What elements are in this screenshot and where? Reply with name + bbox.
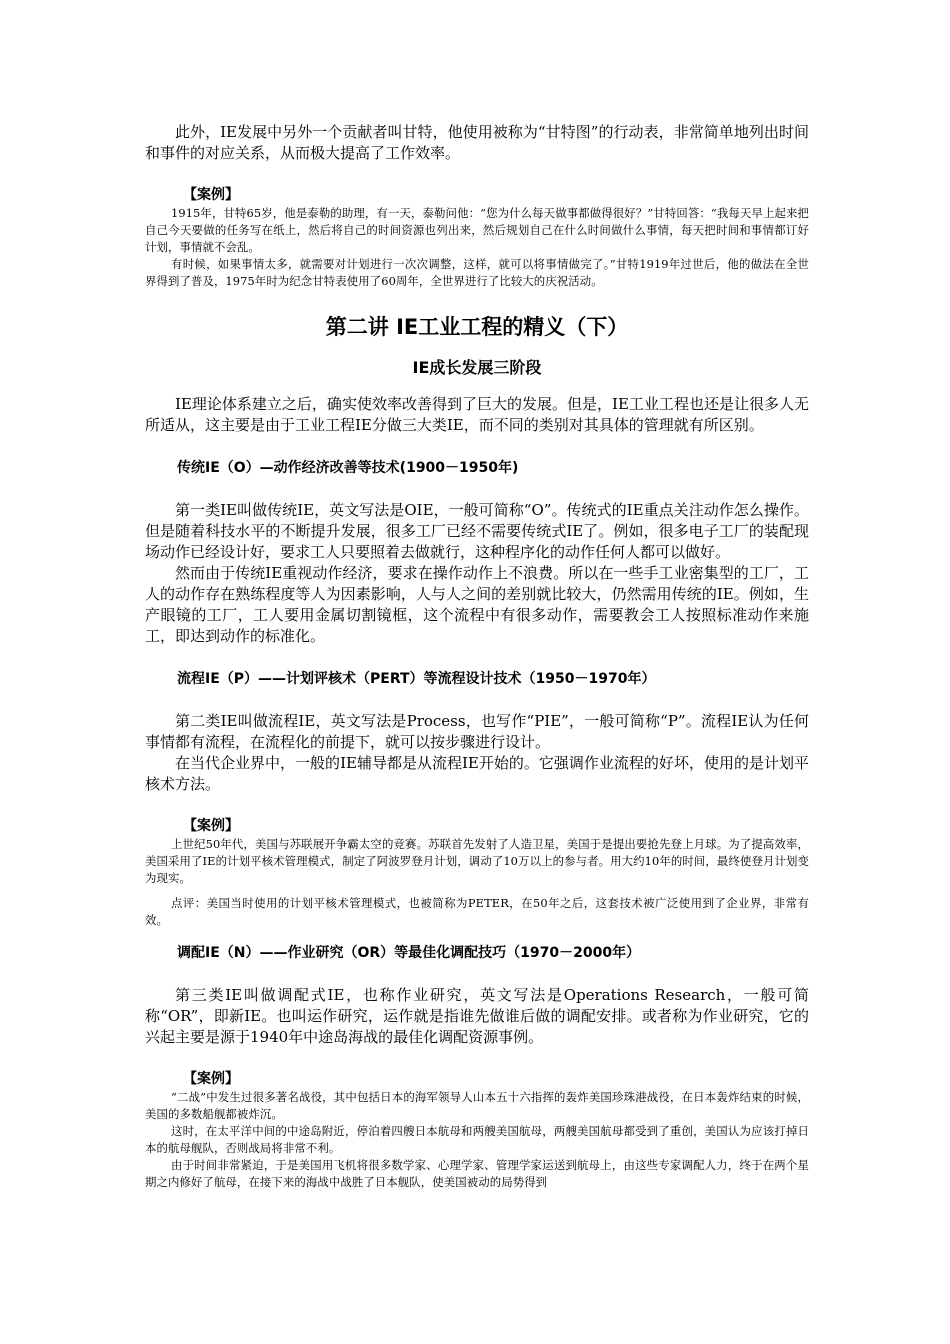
body-paragraph: 第二类IE叫做流程IE，英文写法是Process，也写作“PIE”，一般可简称“P”。流程IE认为任何事情都有流程，在流程化的前提下，就可以按步骤进行设计。 bbox=[145, 712, 809, 751]
body-paragraph: 第三类IE叫做调配式IE，也称作业研究，英文写法是Operations Research，一般可简称“OR”，即新IE。也叫运作研究，运作就是指谁先做谁后做的调配安排。或者称为作业研究，它的兴起主要是源于1940年中途岛海战的最佳化调配资源事例。 bbox=[145, 986, 809, 1046]
case-label: 【案例】 bbox=[183, 187, 239, 203]
page-content bbox=[145, 122, 809, 1191]
case-block-midway bbox=[145, 1070, 809, 1191]
case-label: 【案例】 bbox=[183, 1071, 239, 1087]
case-paragraph: 上世纪50年代，美国与苏联展开争霸太空的竞赛。苏联首先发射了人造卫星，美国于是提出要抢先登上月球。为了提高效率，美国采用了IE的计划平核术管理模式，制定了阿波罗登月计划，调动了10万以上的参与者。用大约10年的时间，最终使登月计划变为现实。 bbox=[145, 837, 809, 885]
lecture-intro-paragraph: IE理论体系建立之后，确实使效率改善得到了巨大的发展。但是，IE工业工程也还是让很多人无所适从，这主要是由于工业工程IE分做三大类IE，而不同的类别对其具体的管理就有所区别。 bbox=[145, 395, 809, 434]
case-paragraph: 1915年，甘特65岁，他是泰勒的助理，有一天，泰勒问他：“您为什么每天做事都做得很好？”甘特回答：“我每天早上起来把自己今天要做的任务写在纸上，然后将自己的时间资源也列出来，然后规划自己在什么时间做什么事情，每天把时间和事情都订好计划，事情就不会乱。 bbox=[145, 206, 809, 254]
case-paragraph: 有时候，如果事情太多，就需要对计划进行一次次调整，这样，就可以将事情做完了。”甘特1919年过世后，他的做法在全世界得到了普及，1975年时为纪念甘特表使用了60周年，全世界进行了比较大的庆祝活动。 bbox=[145, 257, 809, 288]
case-block-gantt bbox=[145, 186, 809, 290]
case-label: 【案例】 bbox=[183, 818, 239, 834]
section-heading-traditional-ie: 传统IE（O）—动作经济改善等技术(1900－1950年) bbox=[177, 460, 519, 476]
case-paragraph: 这时，在太平洋中间的中途岛附近，停泊着四艘日本航母和两艘美国航母，两艘美国航母都受到了重创，美国认为应该打掉日本的航母舰队，否则战局将非常不利。 bbox=[145, 1124, 809, 1155]
case-comment: 点评：美国当时使用的计划平核术管理模式，也被简称为PETER，在50年之后，这套技术被广泛使用到了企业界，非常有效。 bbox=[145, 896, 809, 927]
body-paragraph: 然而由于传统IE重视动作经济，要求在操作动作上不浪费。所以在一些手工业密集型的工厂，工人的动作存在熟练程度等人为因素影响，人与人之间的差别就比较大，仍然需用传统的IE。例如，生产眼镜的工厂，工人要用金属切割镜框，这个流程中有很多动作，需要教会工人按照标准动作来施工，即达到动作的标准化。 bbox=[145, 564, 809, 645]
section-heading-or-ie: 调配IE（N）——作业研究（OR）等最佳化调配技巧（1970－2000年） bbox=[177, 945, 641, 961]
body-paragraph: 在当代企业界中，一般的IE辅导都是从流程IE开始的。它强调作业流程的好坏，使用的是计划平核术方法。 bbox=[145, 754, 809, 793]
section-subtitle: IE成长发展三阶段 bbox=[412, 358, 542, 377]
case-paragraph: “二战”中发生过很多著名战役，其中包括日本的海军领导人山本五十六指挥的轰炸美国珍珠港战役，在日本轰炸结束的时候，美国的多数船舰都被炸沉。 bbox=[145, 1090, 809, 1121]
section-heading-process-ie: 流程IE（P）——计划评核术（PERT）等流程设计技术（1950－1970年） bbox=[177, 671, 656, 687]
case-block-apollo bbox=[145, 817, 809, 929]
intro-paragraph: 此外，IE发展中另外一个贡献者叫甘特，他使用被称为“甘特图”的行动表，非常简单地列出时间和事件的对应关系，从而极大提高了工作效率。 bbox=[145, 123, 809, 162]
body-paragraph: 第一类IE叫做传统IE，英文写法是OIE，一般可简称“O”。传统式的IE重点关注动作怎么操作。但是随着科技水平的不断提升发展，很多工厂已经不需要传统式IE了。例如，很多电子工厂的装配现场动作已经设计好，要求工人只要照着去做就行，这种程序化的动作任何人都可以做好。 bbox=[145, 501, 809, 561]
lecture-title: 第二讲 IE工业工程的精义（下） bbox=[325, 315, 629, 339]
case-paragraph: 由于时间非常紧迫，于是美国用飞机将很多数学家、心理学家、管理学家运送到航母上，由这些专家调配人力，终于在两个星期之内修好了航母，在接下来的海战中战胜了日本舰队，使美国被动的局势得到 bbox=[145, 1158, 809, 1189]
